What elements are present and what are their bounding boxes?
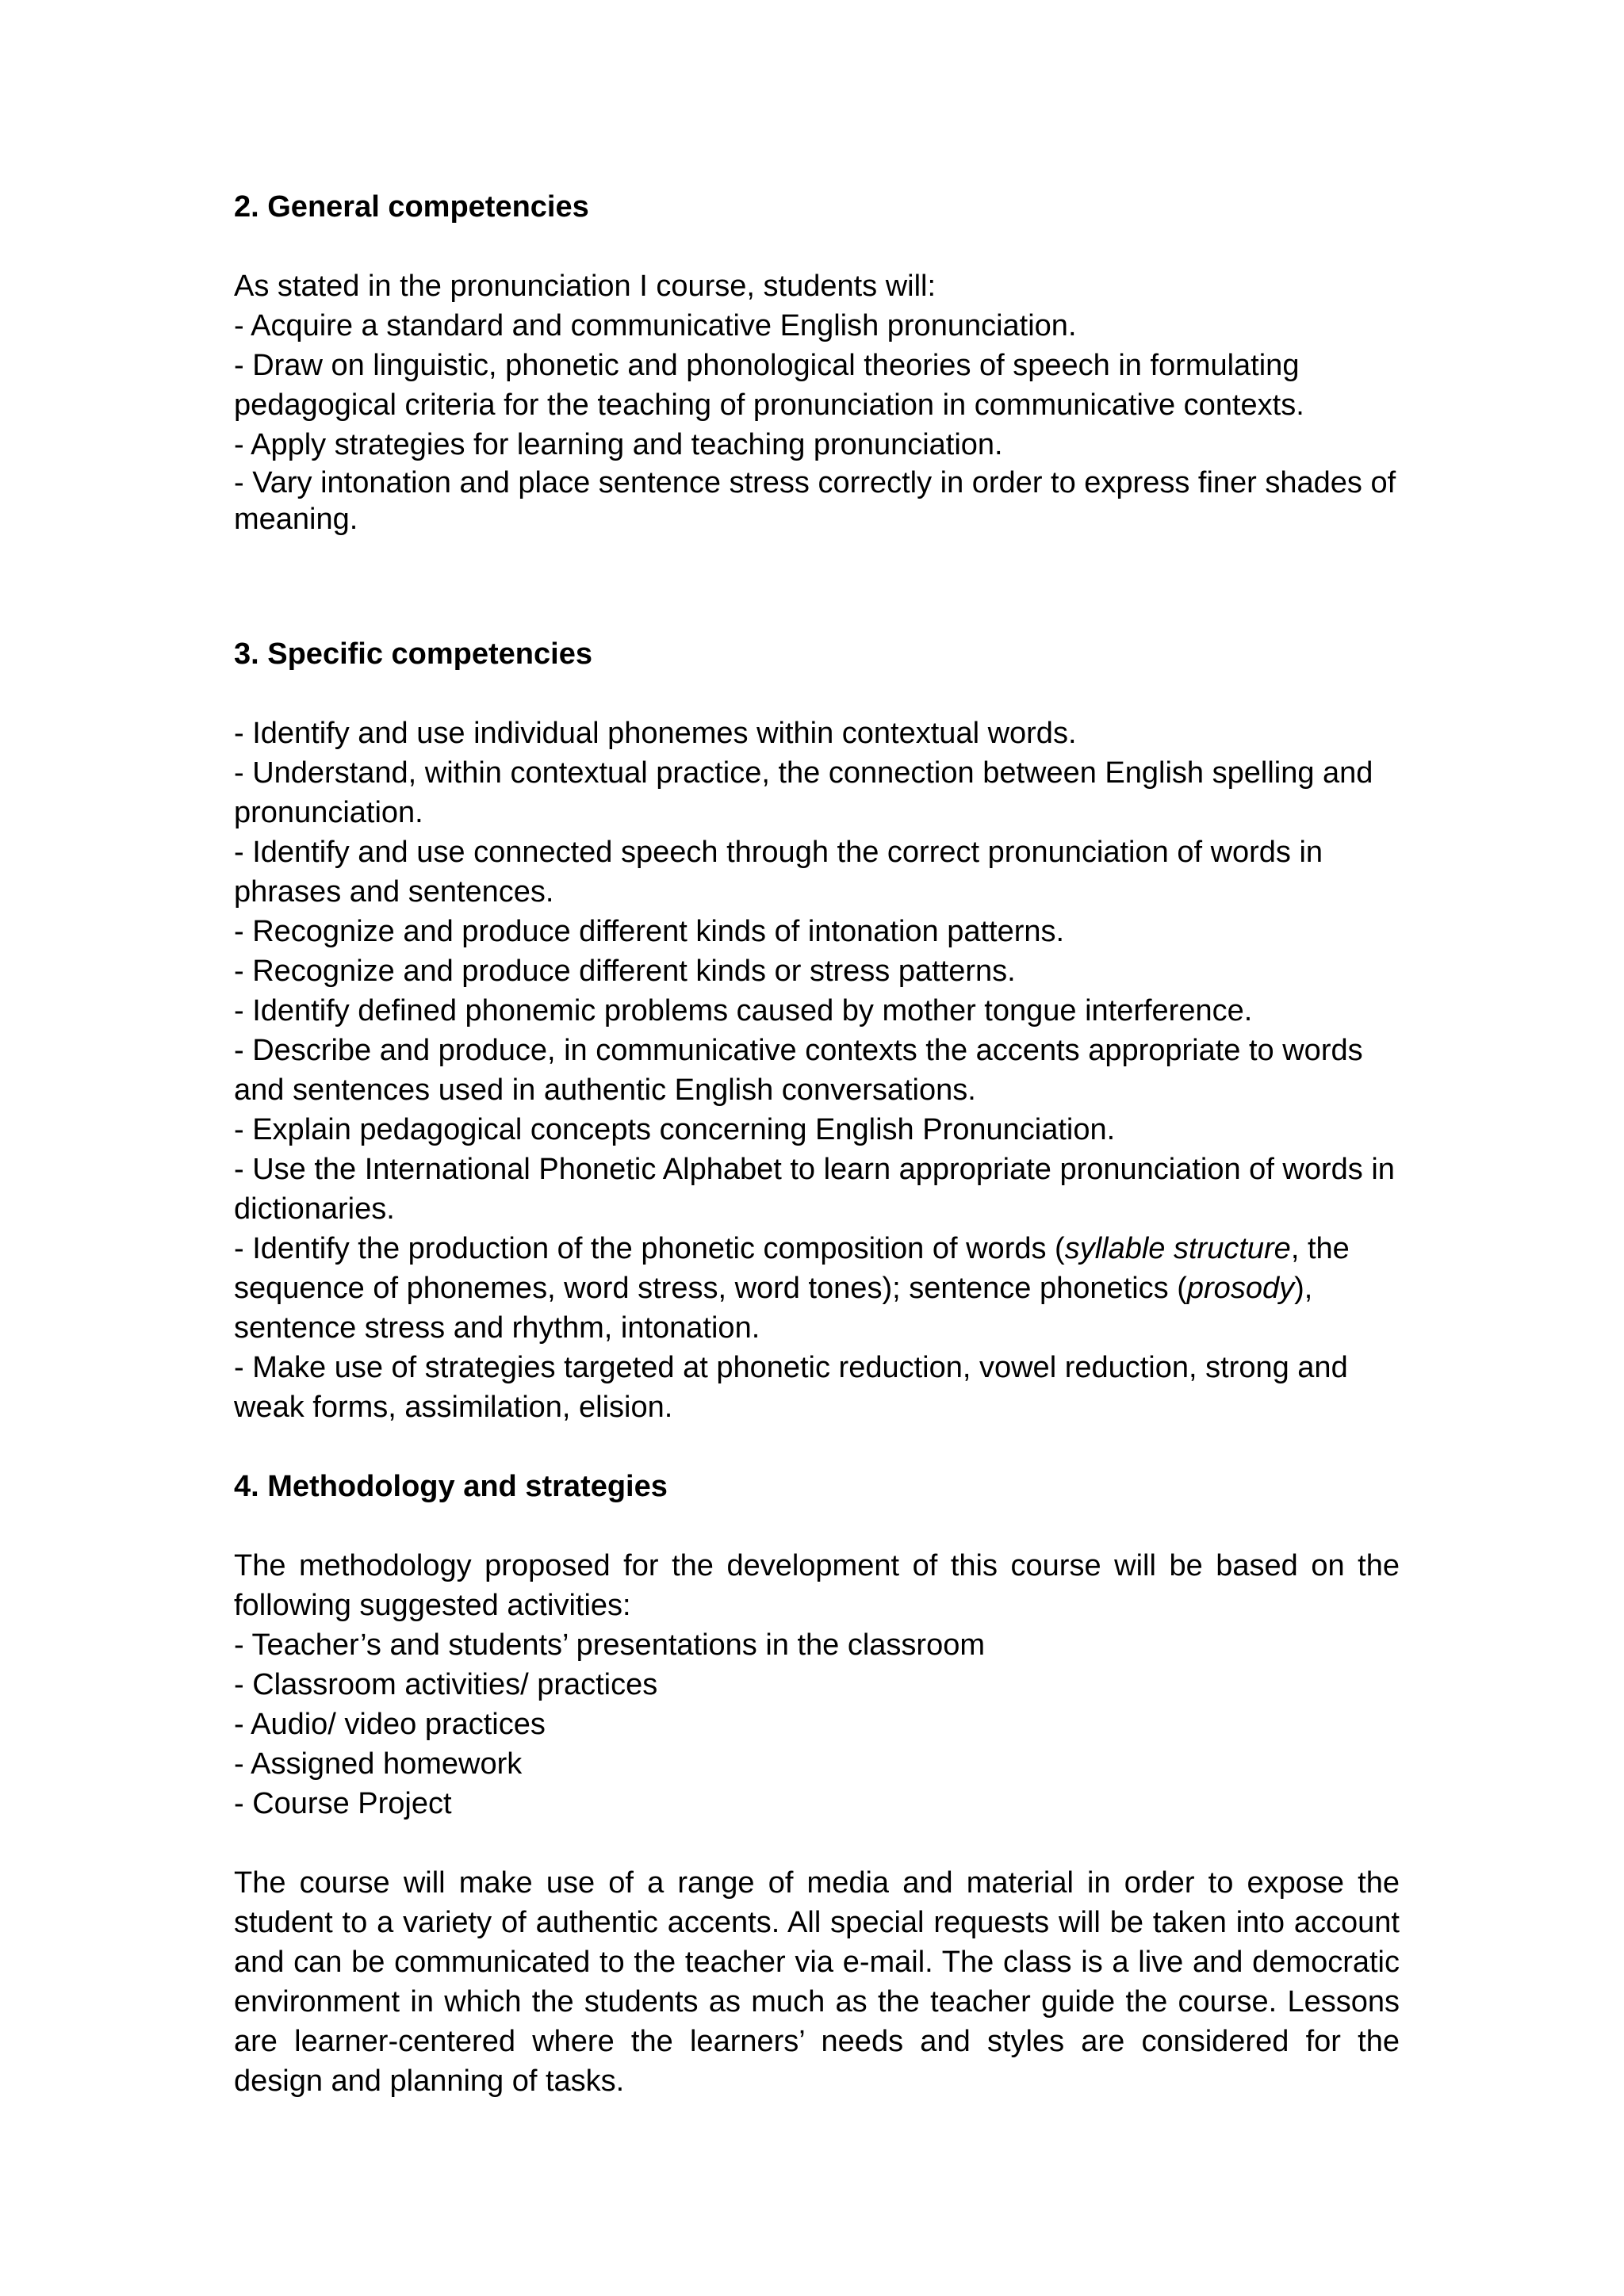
specific-item: - Identify and use individual phonemes within contextual words. bbox=[234, 717, 1077, 750]
general-item: - Acquire a standard and communicative English pronunciation. bbox=[234, 309, 1077, 342]
general-intro: As stated in the pronunciation I course, students will: bbox=[234, 270, 936, 303]
specific-item: - Identify defined phonemic problems caused by mother tongue interference. bbox=[234, 994, 1253, 1027]
specific-item: - Explain pedagogical concepts concerning English Pronunciation. bbox=[234, 1113, 1116, 1146]
general-item: - Vary intonation and place sentence stress correctly in order to express finer shades of meaning. bbox=[234, 466, 1396, 536]
phonetics-italic-term: syllable structure bbox=[1064, 1232, 1291, 1265]
specific-item: - Understand, within contextual practice, the connection between English spelling and pronunciation. bbox=[234, 756, 1373, 829]
activity-item: - Assigned homework bbox=[234, 1747, 523, 1781]
specific-item: - Describe and produce, in communicative contexts the accents appropriate to words and sentences used in authentic English conversations. bbox=[234, 1034, 1363, 1107]
section-heading-specific-competencies: 3. Specific competencies bbox=[234, 637, 592, 671]
section-heading-methodology: 4. Methodology and strategies bbox=[234, 1470, 668, 1503]
document-page bbox=[234, 187, 1400, 2101]
activity-item: - Classroom activities/ practices bbox=[234, 1668, 658, 1701]
phonetics-text-part: , the sequence of phonemes, word stress, word tones); sentence phonetics ( bbox=[234, 1232, 1350, 1305]
general-item: - Apply strategies for learning and teaching pronunciation. bbox=[234, 428, 1003, 461]
phonetics-italic-term: prosody bbox=[1186, 1272, 1295, 1305]
activity-item: - Course Project bbox=[234, 1787, 452, 1820]
specific-item: - Use the International Phonetic Alphabet to learn appropriate pronunciation of words in dictionaries. bbox=[234, 1153, 1395, 1226]
methodology-intro: The methodology proposed for the development of this course will be based on the following suggested activities: bbox=[234, 1549, 1400, 1622]
specific-item: - Identify and use connected speech through the correct pronunciation of words in phrases and sentences. bbox=[234, 836, 1323, 909]
specific-item-phonetics bbox=[234, 1229, 1400, 1348]
phonetics-text-part: ), sentence stress and rhythm, intonation. bbox=[234, 1272, 1313, 1345]
methodology-closing-paragraph: The course will make use of a range of media and material in order to expose the student to a variety of authentic accents. All special requests will be taken into account and can be communicated to the teacher via e-mail. The class is a live and democratic environment in which the students as much as the teacher guide the course. Lessons are learner-centered where the learners’ needs and styles are considered for the design and planning of tasks. bbox=[234, 1866, 1400, 2098]
phonetics-text-part: - Identify the production of the phonetic composition of words ( bbox=[234, 1232, 1065, 1265]
specific-item: - Recognize and produce different kinds of intonation patterns. bbox=[234, 915, 1065, 948]
specific-item: - Make use of strategies targeted at phonetic reduction, vowel reduction, strong and weak forms, assimilation, elision. bbox=[234, 1351, 1348, 1424]
section-heading-general-competencies: 2. General competencies bbox=[234, 190, 589, 224]
activity-item: - Teacher’s and students’ presentations in the classroom bbox=[234, 1628, 986, 1662]
general-item: - Draw on linguistic, phonetic and phonological theories of speech in formulating pedagogical criteria for the teaching of pronunciation in communicative contexts. bbox=[234, 349, 1304, 422]
activity-item: - Audio/ video practices bbox=[234, 1708, 546, 1741]
specific-item: - Recognize and produce different kinds or stress patterns. bbox=[234, 955, 1016, 988]
